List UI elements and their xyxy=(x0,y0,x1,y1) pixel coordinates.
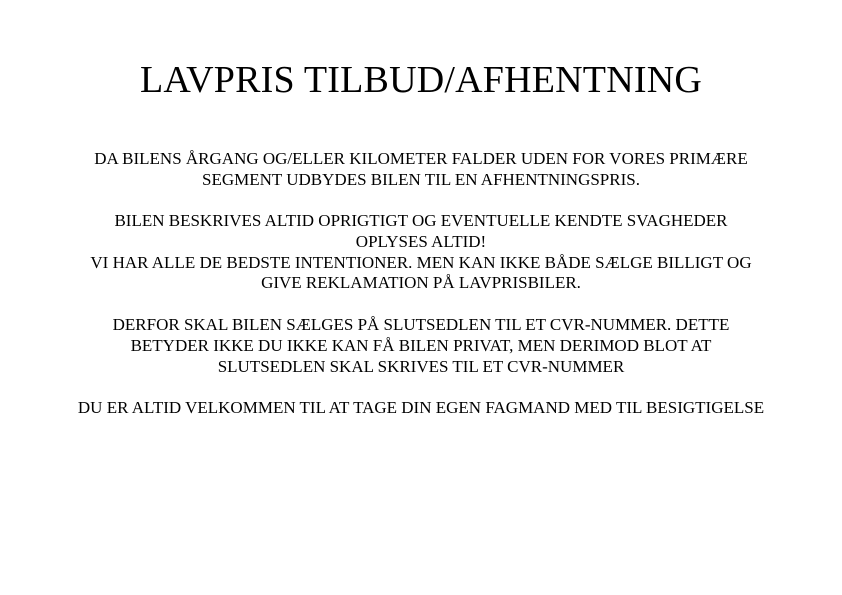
paragraph-cvr-nummer xyxy=(40,315,802,377)
paragraph-line: VI HAR ALLE DE BEDSTE INTENTIONER. MEN KAN IKKE BÅDE SÆLGE BILLIGT OG xyxy=(90,252,752,272)
page-title: LAVPRIS TILBUD/AFHENTNING xyxy=(139,59,702,101)
paragraph-line: BILEN BESKRIVES ALTID OPRIGTIGT OG EVENTUELLE KENDTE SVAGHEDER xyxy=(114,211,728,230)
paragraph-line: DU ER ALTID VELKOMMEN TIL AT TAGE DIN EGEN FAGMAND MED TIL BESIGTIGELSE xyxy=(77,398,765,417)
paragraph-line: DERFOR SKAL BILEN SÆLGES PÅ SLUTSEDLEN TIL ET CVR-NUMMER. DETTE xyxy=(112,315,730,334)
paragraph-line: DA BILENS ÅRGANG OG/ELLER KILOMETER FALDER UDEN FOR VORES PRIMÆRE xyxy=(94,149,748,168)
paragraph-line: GIVE REKLAMATION PÅ LAVPRISBILER. xyxy=(261,273,581,293)
paragraph-line: SLUTSEDLEN SKAL SKRIVES TIL ET CVR-NUMMER xyxy=(217,356,625,376)
paragraph-line: BETYDER IKKE DU IKKE KAN FÅ BILEN PRIVAT, MEN DERIMOD BLOT AT xyxy=(130,335,712,355)
paragraph-besigtigelse xyxy=(40,398,802,419)
paragraph-line: OPLYSES ALTID! xyxy=(355,231,487,251)
paragraph-beskrivelse xyxy=(40,211,802,294)
paragraph-afhentningspris xyxy=(40,149,802,191)
paragraph-line: SEGMENT UDBYDES BILEN TIL EN AFHENTNINGSPRIS. xyxy=(202,169,640,189)
